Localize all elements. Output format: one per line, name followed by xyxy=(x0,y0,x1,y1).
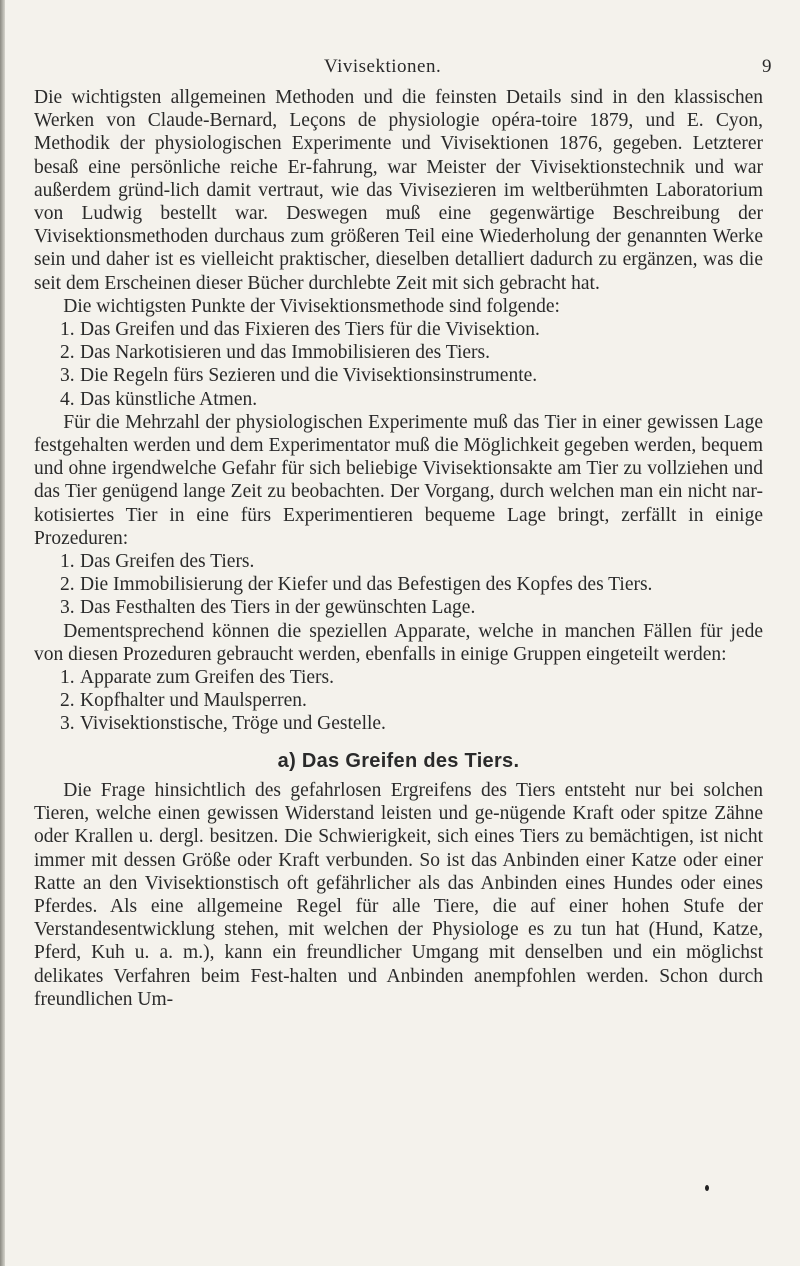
list-item: 1. Das Greifen und das Fixieren des Tiers für die Vivisektion. xyxy=(60,319,540,341)
list-apparatus xyxy=(34,666,763,736)
list-main-points xyxy=(34,318,763,411)
paragraph-experiments: Für die Mehrzahl der physiologischen Experimente muß das Tier in einer gewissen Lage festgehalten werden und dem Experimentator muß die Möglichkeit gegeben werden, bequem und ohne irgendwelche Gefahr für sich beliebige Vivisektionsakte am Tier zu vollziehen und das Tier genügend lange Zeit zu beobachten. Der Vorgang, durch welchen man ein nicht nar-kotisiertes Tier in eine fürs Experimentieren bequeme Lage bringt, zerfällt in einige Prozeduren: xyxy=(34,411,763,549)
page-body xyxy=(34,86,763,1011)
list-item: 1. Apparate zum Greifen des Tiers. xyxy=(60,667,334,689)
list-item: 3. Vivisektionstische, Tröge und Gestelle. xyxy=(60,713,386,735)
paragraph-grasping: Die Frage hinsichtlich des gefahrlosen Ergreifens des Tiers entsteht nur bei solchen Tieren, welche einen gewissen Widerstand leisten und ge-nügende Kraft oder spitze Zähne oder Krallen u. dergl. besitzen. Die Schwierigkeit, sich eines Tiers zu bemächtigen, ist nicht immer mit dessen Größe oder Kraft verbunden. So ist das Anbinden einer Katze oder einer Ratte an den Vivisektionstisch oft gefährlicher als das Anbinden eines Hundes oder eines Pferdes. Als eine allgemeine Regel für alle Tiere, die auf einer hohen Stufe der Verstandesentwicklung stehen, mit welchen der Physiologe es zu tun hat (Hund, Katze, Pferd, Kuh u. a. m.), kann ein freundlicher Umgang mit denselben und ein möglichst delikates Verfahren beim Fest-halten und Anbinden anempfohlen werden. Schon durch freundlichen Um- xyxy=(34,779,763,1010)
list-item: 3. Das Festhalten des Tiers in der gewünschten Lage. xyxy=(60,597,476,619)
paragraph-intro: Die wichtigsten allgemeinen Methoden und die feinsten Details sind in den klassischen Werken von Claude-Bernard, Leçons de physiologie opéra-toire 1879, und E. Cyon, Methodik der physiologischen Experimente und Vivisektionen 1876, gegeben. Letzterer besaß eine persönliche reiche Er-fahrung, war Meister der Vivisektionstechnik und war außerdem gründ-lich damit vertraut, wie das Vivisezieren im weltberühmten Laboratorium von Ludwig bestellt war. Deswegen muß eine gegenwärtige Beschreibung der Vivisektionsmethoden durchaus zum größeren Teil eine Wiederholung der genannten Werke sein und daher ist es vielleicht praktischer, dieselben detalliert dadurch zu ergänzen, was die seit dem Erscheinen dieser Bücher durchlebte Zeit mit sich gebracht hat. xyxy=(34,87,763,294)
ink-speck xyxy=(705,1185,709,1191)
page-spine-edge xyxy=(0,0,5,1266)
section-heading: a) Das Greifen des Tiers. xyxy=(277,749,520,772)
list-item: 3. Die Regeln fürs Sezieren und die Vivisektionsinstrumente. xyxy=(60,365,538,387)
list-item: 2. Die Immobilisierung der Kiefer und das Befestigen des Kopfes des Tiers. xyxy=(60,574,653,596)
running-title: Vivisektionen. xyxy=(324,56,442,77)
paragraph-apparatus: Dementsprechend können die speziellen Apparate, welche in manchen Fällen für jede von diesen Prozeduren gebraucht werden, ebenfalls in einige Gruppen eingeteilt werden: xyxy=(34,620,763,665)
list-item: 4. Das künstliche Atmen. xyxy=(60,388,258,410)
list-item: 2. Das Narkotisieren und das Immobilisieren des Tiers. xyxy=(60,342,490,364)
paragraph-points-intro: Die wichtigsten Punkte der Vivisektionsmethode sind folgende: xyxy=(63,295,560,317)
list-procedures xyxy=(34,550,763,620)
page-number: 9 xyxy=(762,56,772,77)
list-item: 1. Das Greifen des Tiers. xyxy=(60,551,255,573)
list-item: 2. Kopfhalter und Maulsperren. xyxy=(60,690,307,712)
